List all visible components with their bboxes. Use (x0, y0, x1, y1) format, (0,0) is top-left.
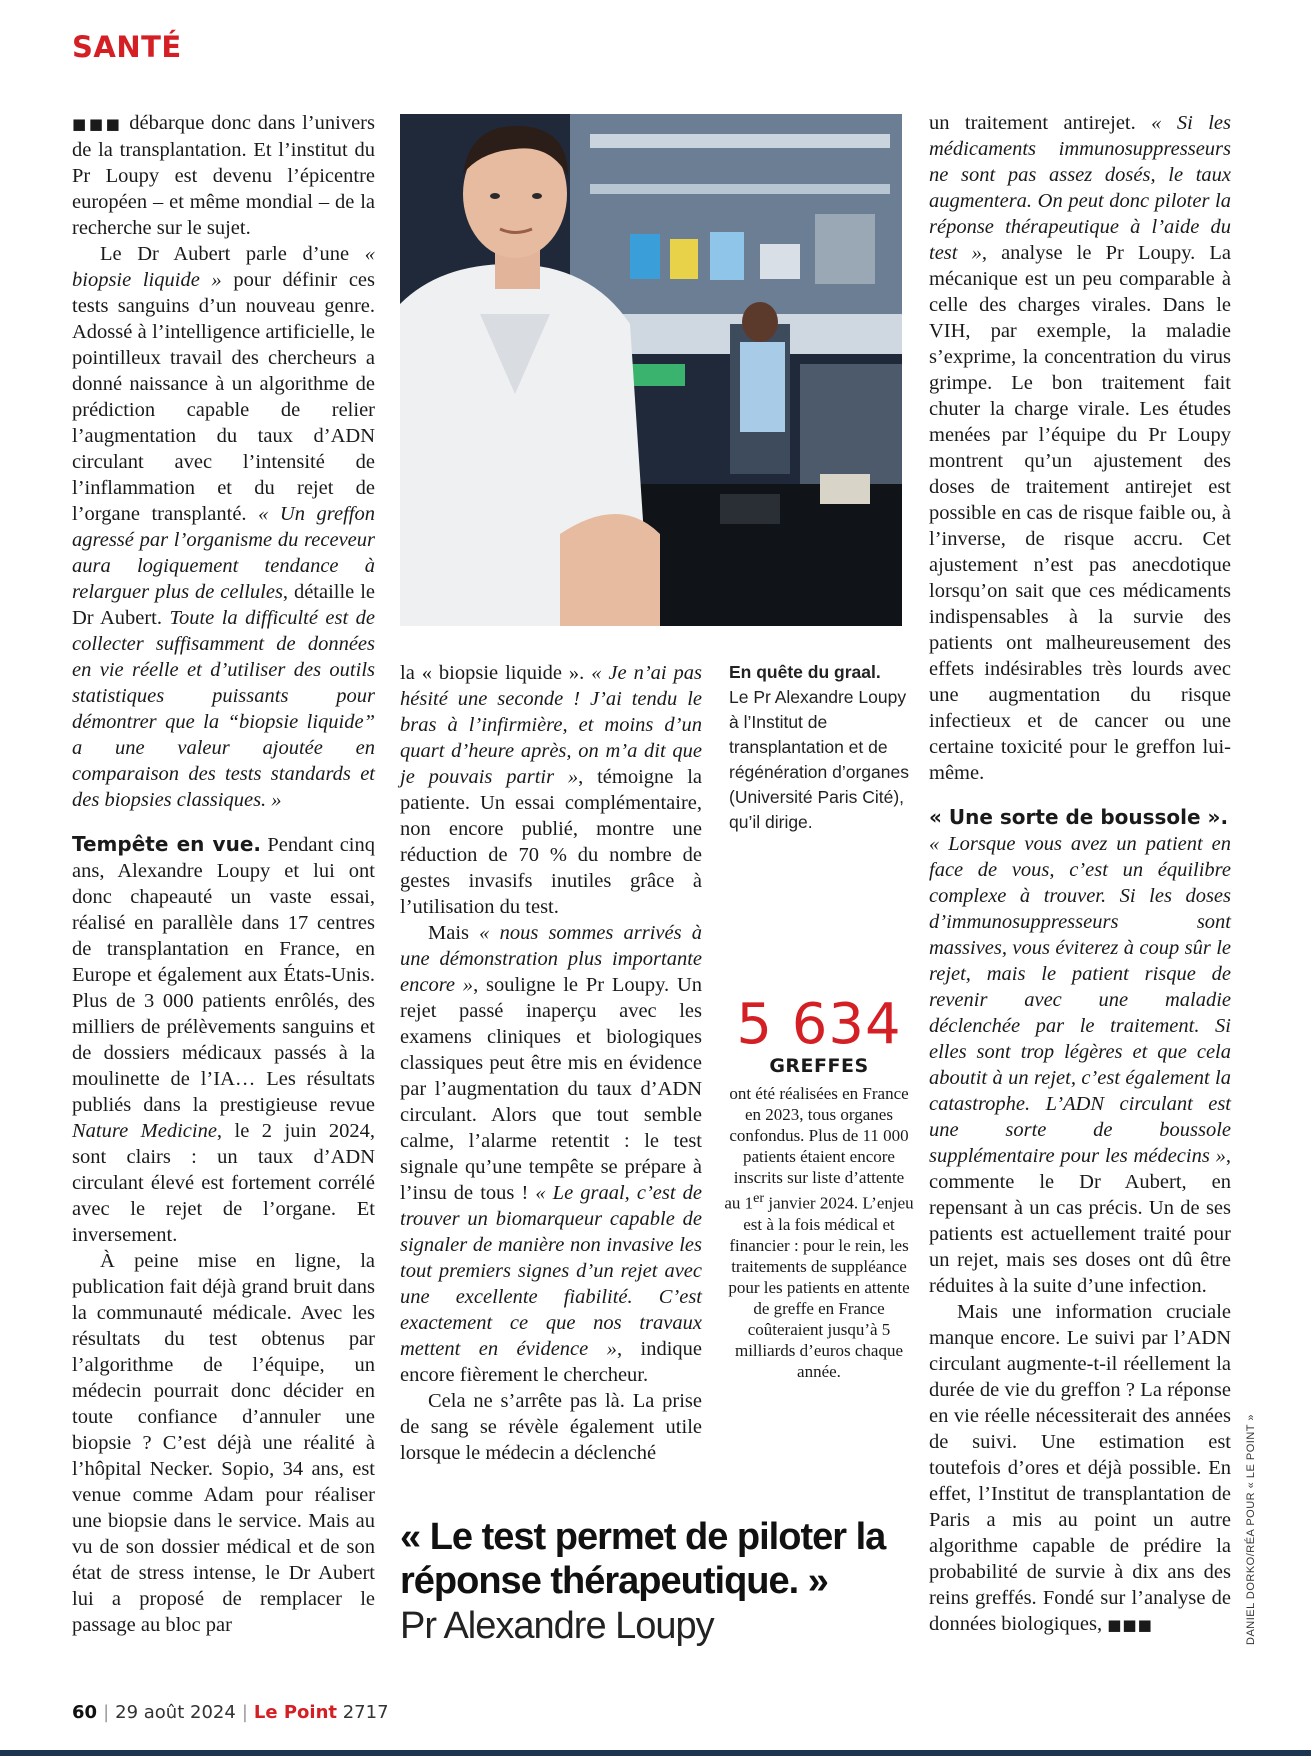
pull-quote (400, 1515, 920, 1649)
paragraph: un traitement antirejet. « Si les médicaments immunosuppresseurs ne sont pas assez dosés, le taux augmentera. On peut donc piloter la réponse thérapeutique à l’aide du test », analyse le Pr Loupy. La mécanique est un peu comparable à celle des charges virales. Dans le VIH, par exemple, la maladie s’exprime, la concentration du virus grimpe. Le bon traitement fait chuter la charge virale. Les études menées par l’équipe du Pr Loupy montrent qu’un ajustement des doses de traitement antirejet est possible en cas de risque faible ou, à l’inverse, de risque accru. Cet ajustement n’est pas anecdotique lorsqu’on sait que ces médicaments indispensables à la survie des patients ont malheureusement des effets indésirables très lourds avec une augmentation du risque infectieux et de cancer ou une certaine toxicité pour le greffon lui-même. (929, 112, 1231, 784)
article-column-1 (72, 110, 375, 1638)
continuation-marker: ■■■ (72, 115, 123, 133)
bottom-bar (0, 1750, 1311, 1756)
stat-number: 5 634 (736, 992, 902, 1057)
stat-text: ont été réalisées en France en 2023, tous organes confondus. Plus de 11 000 patients étaient encore inscrits sur liste d’attente au 1er janvier 2024. L’enjeu est à la fois médical et financier : pour le rein, les traitements de suppléance pour les patients en attente de greffe en France coûteraient jusqu’à 5 milliards d’euros chaque année. (724, 1084, 914, 1381)
paragraph: la « biopsie liquide ». « Je n’ai pas hésité une seconde ! J’ai tendu le bras à l’infirmière, et moins d’un quart d’heure après, on m’a dit que je pouvais partir », témoigne la patiente. Un essai complémentaire, non encore publié, montre une réduction de 70 % du nombre de gestes invasifs inutiles grâce à l’utilisation du test. (400, 662, 702, 918)
paragraph: « Une sorte de boussole ». « Lorsque vous avez un patient en face de vous, c’est un équilibre complexe à trouver. Si les doses d’immunosuppresseurs sont massives, vous éviterez à coup sûr le rejet, mais le patient risque de revenir avec une maladie déclenchée par le traitement. Si elles sont trop légères et que cela aboutit à un rejet, c’est également la catastrophe. L’ADN circulant est une sorte de boussole supplémentaire pour les médecins », commente le Dr Aubert, en repensant à un cas précis. Un de ses patients est actuellement traité pour un rejet, mais ses doses ont dû être réduites à la suite d’une infection. (929, 805, 1231, 1297)
article-column-2 (400, 660, 702, 1466)
subheading: « Une sorte de boussole ». (929, 805, 1229, 829)
pull-quote-author: Pr Alexandre Loupy (400, 1605, 714, 1647)
article-photo (400, 114, 902, 626)
stat-unit: GREFFES (769, 1055, 869, 1077)
paragraph: Mais « nous sommes arrivés à une démonstration plus importante encore », souligne le Pr Loupy. Un rejet passé inaperçu avec les examens cliniques et biologiques classiques peut être mis en évidence par l’augmentation du taux d’ADN circulant. Alors que tout semble calme, l’alarme retentit : le test signale qu’une tempête se prépare à l’insu de tous ! « Le graal, c’est de trouver un biomarqueur capable de signaler de manière non invasive les tout premiers signes d’un rejet avec une excellente fiabilité. C’est exactement ce que nos travaux mettent en évidence », indique encore fièrement le chercheur. (400, 922, 702, 1386)
paragraph: ■■■ débarque donc dans l’univers de la transplantation. Et l’institut du Pr Loupy est devenu l’épicentre européen – et même mondial – de la recherche sur le sujet. (72, 112, 375, 239)
caption-text: Le Pr Alexandre Loupy à l’Institut de transplantation et de régénération d’organes (Université Paris Cité), qu’il dirige. (729, 687, 909, 832)
subheading: Tempête en vue. (72, 832, 261, 856)
pull-quote-text: « Le test permet de piloter la réponse thérapeutique. » (400, 1516, 886, 1602)
magazine-name: Le Point (253, 1702, 337, 1723)
paragraph: Tempête en vue. Pendant cinq ans, Alexandre Loupy et lui ont donc chapeauté un vaste essai, réalisé en parallèle dans 17 centres de transplantation en France, en Europe et également aux États-Unis. Plus de 3 000 patients enrôlés, des milliers de prélèvements sanguins et de dossiers médicaux passés à la moulinette de l’IA… Les résultats publiés dans la prestigieuse revue Nature Medicine, le 2 juin 2024, sont clairs : un taux d’ADN circulant élevé est fortement corrélé avec le rejet de l’organe. Et inversement. (72, 832, 375, 1246)
page-footer: 60 | 29 août 2024 | Le Point 2717 (72, 1702, 389, 1723)
caption-title: En quête du graal. (729, 662, 881, 682)
section-title: SANTÉ (72, 30, 182, 64)
paragraph: Cela ne s’arrête pas là. La prise de sang se révèle également utile lorsque le médecin a déclenché (400, 1390, 702, 1464)
end-marker: ■■■ (1107, 1616, 1153, 1634)
paragraph: Mais une information cruciale manque encore. Le suivi par l’ADN circulant augmente-t-il réellement la durée de vie du greffon ? La réponse en vie réelle nécessiterait des années de suivi. Une estimation est toutefois d’ores et déjà possible. En effet, l’Institut de transplantation de Paris a mis au point un autre algorithme capable de prédire la probabilité de survie à dix ans des reins greffés. Fondé sur l’analyse de données biologiques, ■■■ (929, 1301, 1231, 1635)
stat-box (724, 992, 914, 1382)
photo-credit: DANIEL DORKO/RÉA POUR « LE POINT » (1245, 1414, 1257, 1645)
paragraph: À peine mise en ligne, la publication fait déjà grand bruit dans la communauté médicale. Avec les résultats du test obtenus par l’algorithme de l’équipe, un médecin pourrait donc décider en toute confiance d’annuler une biopsie ? C’est déjà une réalité à l’hôpital Necker. Sopio, 34 ans, est venue comme Adam pour réaliser une biopsie dans le service. Mais au vu de son dossier médical et de son état de stress intense, le Dr Aubert lui a proposé de remplacer le passage au bloc par (72, 1250, 375, 1636)
issue-date: 29 août 2024 (115, 1702, 236, 1723)
issue-number: 2717 (342, 1702, 389, 1723)
page-number: 60 (72, 1702, 98, 1723)
photo-caption (729, 660, 909, 835)
article-column-3 (929, 110, 1231, 1638)
paragraph: Le Dr Aubert parle d’une « biopsie liquide » pour définir ces tests sanguins d’un nouveau genre. Adossé à l’intelligence artificielle, le pointilleux travail des chercheurs a donné naissance à un algorithme de prédiction capable de relier l’augmentation du taux d’ADN circulant avec l’intensité de l’inflammation et du rejet de l’organe transplanté. « Un greffon agressé par l’organisme du receveur aura logiquement tendance à relarguer plus de cellules, détaille le Dr Aubert. Toute la difficulté est de collecter suffisamment de données en vie réelle et d’utiliser des outils statistiques puissants pour démontrer que la “biopsie liquide” a une valeur ajoutée en comparaison des tests standards et des biopsies classiques. » (72, 243, 375, 811)
